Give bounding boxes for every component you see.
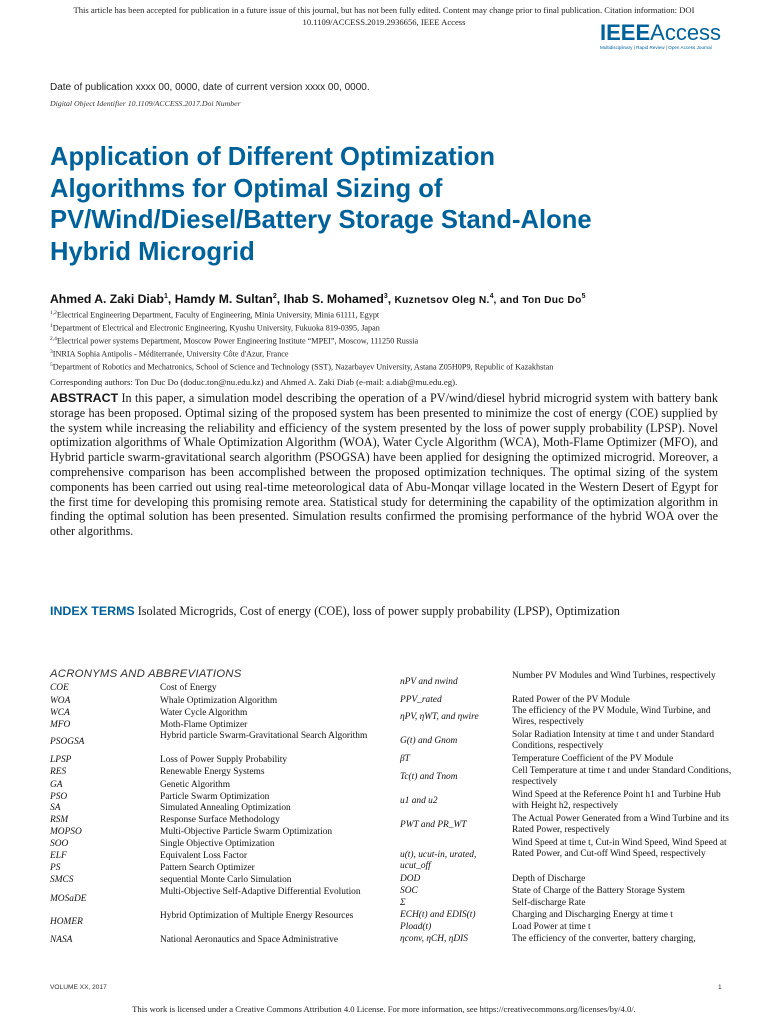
symbol-name: DOD — [400, 874, 421, 884]
affiliation-item — [50, 308, 740, 321]
symbol-def: Charging and Discharging Energy at time t — [512, 910, 673, 920]
symbol-def: The Actual Power Generated from a Wind Turbine and its Rated Power, respectively — [512, 814, 729, 836]
symbol-name: nPV and nwind — [400, 677, 458, 687]
acronym-abbr: MOPSO — [50, 827, 82, 837]
title-line: PV/Wind/Diesel/Battery Storage Stand-Alone — [50, 206, 592, 234]
symbol-def: The efficiency of the PV Module, Wind Turbine, and Wires, respectively — [512, 706, 711, 728]
index-terms-label: INDEX TERMS — [50, 604, 135, 618]
acronym-def: Pattern Search Optimizer — [160, 863, 255, 873]
affiliation-sup: 5 — [50, 362, 53, 369]
acronym-abbr: PS — [50, 863, 61, 873]
acronym-def: Renewable Energy Systems — [160, 767, 265, 777]
author-name: Ahmed A. Zaki Diab — [50, 292, 164, 306]
acronym-abbr: WOA — [50, 696, 71, 706]
affiliation-text: Department of Electrical and Electronic Engineering, Kyushu University, Fukuoka 819-0395, Japan — [52, 323, 380, 333]
acronym-def: Loss of Power Supply Probability — [160, 755, 288, 765]
acronyms-heading: ACRONYMS AND ABBREVIATIONS — [50, 668, 242, 680]
page-number: 1 — [718, 984, 722, 991]
symbol-name: SOC — [400, 886, 418, 896]
affiliation-text: Electrical power systems Department, Moscow Power Engineering Institute “MPEI”, Moscow, 111250 Russia — [56, 336, 419, 346]
affiliation-text: INRIA Sophia Antipolis - Méditerranée, University Côte d'Azur, France — [52, 349, 289, 359]
acronym-def: National Aeronautics and Space Administrative — [160, 935, 339, 945]
corresponding-authors: Corresponding authors: Ton Duc Do (doduc.ton@nu.edu.kz) and Ahmed A. Zaki Diab (e-mail: a.diab@mu.edu.eg). — [50, 377, 458, 387]
author-name: Ihab S. Mohamed — [283, 292, 384, 306]
symbol-name: ηconv, ηCH, ηDIS — [400, 934, 468, 944]
affiliation-sup: 3 — [50, 349, 53, 356]
acronym-def: Multi-Objective Self-Adaptive Differential Evolution — [160, 887, 361, 897]
publication-dates: Date of publication xxxx 00, 0000, date of current version xxxx 00, 0000. — [50, 82, 370, 93]
symbol-name: PWT and PR_WT — [400, 820, 467, 830]
acronym-def: Particle Swarm Optimization — [160, 792, 270, 802]
acronym-abbr: SOO — [50, 839, 69, 849]
acronym-abbr: SA — [50, 803, 61, 813]
author-name: and Ton Duc Do — [500, 295, 582, 306]
author-sup: 5 — [581, 292, 586, 300]
acronym-def: sequential Monte Carlo Simulation — [160, 875, 292, 885]
title-line: Algorithms for Optimal Sizing of — [50, 174, 443, 203]
acronym-abbr: COE — [50, 683, 69, 693]
acronym-def: Response Surface Methodology — [160, 815, 280, 825]
acronym-abbr: MFO — [50, 720, 71, 730]
acronym-def: Hybrid particle Swarm-Gravitational Search Algorithm — [160, 731, 368, 741]
logo-access-text: Access — [650, 20, 722, 45]
acronym-abbr: WCA — [50, 708, 70, 718]
author-sup: 4 — [489, 292, 494, 300]
affiliation-sup: 2,4 — [50, 336, 57, 343]
symbol-def: The efficiency of the converter, battery charging, — [512, 934, 696, 944]
author-list: Ahmed A. Zaki Diab$^1$, Hamdy M. Sultan$^2$, Ihab S. Mohamed$^3$, Kuznetsov Oleg N.$^4$, and Ton Duc Do$^5$ — [50, 292, 586, 306]
symbol-name: G(t) and Gnom — [400, 736, 458, 746]
abstract-label: ABSTRACT — [50, 391, 119, 405]
acronym-def: Cost of Energy — [160, 683, 217, 693]
affiliation-sup: 1,2 — [50, 310, 57, 316]
symbol-def: Depth of Discharge — [512, 874, 586, 884]
footer-volume: VOLUME XX, 2017 — [50, 984, 107, 991]
symbol-name: u1 and u2 — [400, 796, 438, 806]
abstract-text: In this paper, a simulation model describing the operation of a PV/wind/diesel hybrid microgrid system with battery bank storage has been proposed. Optimal sizing of the proposed system has been presented to minimize the cost of energy (COE) supplied by the system while increasing the reliability and efficiency of the system presented by the loss of power supply probability (LPSP). Novel optimization algorithms of Whale Optimization Algorithm (WOA), Water Cycle Algorithm (WCA), Moth-Flame Optimizer (MFO), and Hybrid particle swarm-gravitational search algorithm (PSOGSA) have been applied for designing the optimized microgrid. Moreover, a comprehensive comparison has been accomplished between the proposed optimization techniques. The optimal sizing of the system components has been carried out using real-time meteorological data of Abu-Monqar village located in the Western Desert of Egypt for the first time for developing this promising remote area. Statistical study for determining the capability of the optimization algorithm in finding the optimal solution has been presented. Simulation results confirmed the promising performance of the hybrid WOA over the other algorithms. — [50, 391, 718, 539]
affiliation-item — [50, 347, 740, 360]
symbol-def: Solar Radiation Intensity at time t and under Standard Conditions, respectively — [512, 730, 715, 752]
symbol-def: State of Charge of the Battery Storage System — [512, 886, 685, 896]
abstract — [50, 391, 718, 539]
acronym-abbr: GA — [50, 780, 63, 790]
symbol-name: Pload(t) — [400, 922, 432, 932]
affiliation-item — [50, 321, 740, 334]
symbol-def: Temperature Coefficient of the PV Module — [512, 754, 674, 764]
symbol-def: Wind Speed at time t, Cut-in Wind Speed, Wind Speed at Rated Power, and Cut-off Wind Speed, respectively — [512, 838, 727, 860]
paper-title — [50, 142, 650, 268]
affiliation-item — [50, 360, 740, 373]
author-sup: 3 — [383, 292, 388, 300]
affiliation-item — [50, 334, 740, 347]
acronym-abbr: PSOGSA — [50, 737, 85, 747]
symbol-def: Wind Speed at the Reference Point h1 and Turbine Hub with Height h2, respectively — [512, 790, 721, 812]
affiliation-text: Electrical Engineering Department, Faculty of Engineering, Minia University, Minia 61111, Egypt — [56, 310, 380, 320]
symbol-name: Tc(t) and Tnom — [400, 772, 458, 782]
symbol-name: βT — [400, 754, 410, 764]
doi-line: Digital Object Identifier 10.1109/ACCESS.2017.Doi Number — [50, 99, 241, 108]
acronym-abbr: ELF — [50, 851, 67, 861]
acronym-def: Multi-Objective Particle Swarm Optimization — [160, 827, 333, 837]
symbol-def: Rated Power of the PV Module — [512, 695, 630, 705]
acronym-abbr: MOSaDE — [50, 894, 87, 904]
acronym-def: Whale Optimization Algorithm — [160, 696, 278, 706]
acronym-abbr: RSM — [50, 815, 69, 825]
license-notice: This work is licensed under a Creative Commons Attribution 4.0 License. For more information, see https://creativecommons.org/licenses/by/4.0/. — [132, 1004, 636, 1014]
index-terms — [50, 603, 718, 619]
journal-notice-line1: This article has been accepted for publication in a future issue of this journal, but has not been fully edited. Content may change prior to final publication. Citation information: DOI — [73, 5, 695, 15]
acronym-abbr: PSO — [50, 792, 68, 802]
logo-ieee-text: IEEE — [600, 20, 651, 45]
author-sup: 2 — [272, 292, 277, 300]
index-terms-text: Isolated Microgrids, Cost of energy (COE), loss of power supply probability (LPSP), Optimization — [137, 604, 620, 618]
acronym-def: Genetic Algorithm — [160, 780, 231, 790]
symbol-name: ECH(t) and EDIS(t) — [400, 910, 476, 920]
ieee-access-logo — [600, 22, 728, 52]
acronym-abbr: SMCS — [50, 875, 74, 885]
acronym-def: Single Objective Optimization — [160, 839, 275, 849]
affiliation-text: Department of Robotics and Mechatronics, School of Science and Technology (SST), Nazarbayev University, Astana Z05H0P9, Republic of Kazakhstan — [52, 362, 554, 372]
acronym-abbr: LPSP — [50, 755, 72, 765]
symbol-name: ηPV, ηWT, and ηwire — [400, 712, 479, 722]
acronym-abbr: NASA — [50, 935, 73, 945]
symbol-name: PPV_rated — [400, 695, 442, 705]
journal-notice-line2: 10.1109/ACCESS.2019.2936656, IEEE Access — [302, 17, 466, 27]
acronym-def: Equivalent Loss Factor — [160, 851, 247, 861]
affiliation-sup: 1 — [50, 323, 53, 330]
acronym-def: Water Cycle Algorithm — [160, 708, 248, 718]
author-name: Hamdy M. Sultan — [174, 292, 273, 306]
title-line: Application of Different Optimization — [50, 143, 496, 171]
symbol-name: u(t), ucut-in, urated, ucut_off — [400, 850, 477, 872]
logo-tagline: Multidisciplinary | Rapid Review | Open Access Journal — [600, 45, 712, 50]
acronym-abbr: HOMER — [50, 917, 83, 927]
symbol-name: Σ — [400, 898, 406, 908]
acronym-abbr: RES — [50, 767, 67, 777]
acronym-def: Moth-Flame Optimizer — [160, 720, 248, 730]
affiliation-list — [50, 308, 740, 373]
symbol-def: Self-discharge Rate — [512, 898, 586, 908]
title-line: Hybrid Microgrid — [50, 237, 255, 266]
symbol-def: Number PV Modules and Wind Turbines, respectively — [512, 671, 716, 681]
acronym-def: Simulated Annealing Optimization — [160, 803, 291, 813]
author-name: Kuznetsov Oleg N. — [394, 295, 490, 306]
author-sup: 1 — [164, 292, 168, 300]
acronym-def: Hybrid Optimization of Multiple Energy Resources — [160, 911, 354, 921]
symbol-def: Load Power at time t — [512, 922, 591, 932]
symbol-def: Cell Temperature at time t and under Standard Conditions, respectively — [512, 766, 732, 788]
